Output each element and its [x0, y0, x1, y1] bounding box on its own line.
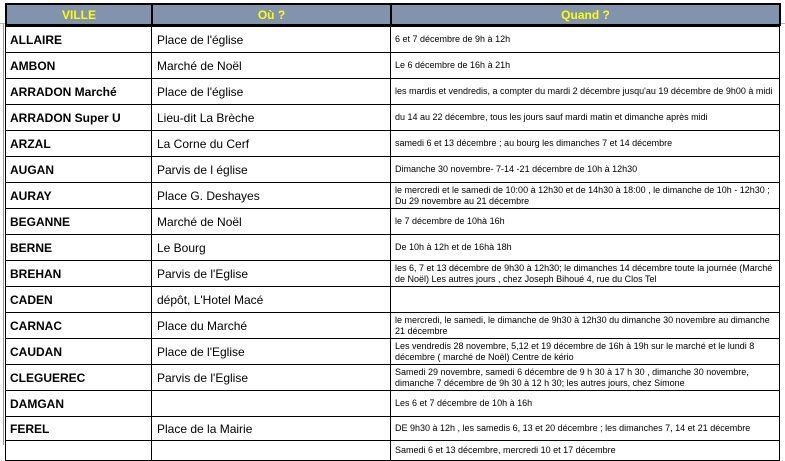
ou-cell: Place de l'église — [152, 27, 391, 53]
table-row — [6, 27, 780, 53]
quand-cell: De 10h à 12h et de 16hà 18h — [391, 235, 780, 261]
ou-cell: La Corne du Cerf — [152, 131, 391, 157]
ou-cell: Parvis de l église — [152, 157, 391, 183]
ville-cell: DAMGAN — [6, 391, 152, 417]
quand-cell: les mardis et vendredis, a compter du mardi 2 décembre jusqu'au 19 décembre de 9h00 à midi — [391, 79, 780, 105]
quand-cell: samedi 6 et 13 décembre ; au bourg les dimanches 7 et 14 décembre — [391, 131, 780, 157]
ville-cell: ARRADON Marché — [6, 79, 152, 105]
quand-cell: Samedi 6 et 13 décembre, mercredi 10 et 17 décembre — [391, 441, 780, 461]
table-row-partial — [6, 441, 780, 461]
ville-cell: AUGAN — [6, 157, 152, 183]
ou-cell: Place G. Deshayes — [152, 183, 391, 209]
quand-cell: le mercredi et le samedi de 10:00 à 12h30 et de 14h30 à 18:00 , le dimanche de 10h - 12h30 ; Du 29 novembre au 21 décembre — [391, 183, 780, 209]
ville-cell: CAUDAN — [6, 339, 152, 365]
quand-cell: Samedi 29 novembre, samedi 6 décembre de 9 h 30 à 17 h 30 , dimanche 30 novembre, dimanche 7 décembre de 9h 30 à 12 h 30; les autres jours, chez Simone — [391, 365, 780, 391]
ville-cell: AURAY — [6, 183, 152, 209]
ou-cell: Marché de Noël — [152, 53, 391, 79]
header-ou: Où ? — [152, 4, 391, 25]
table-row — [6, 235, 780, 261]
quand-cell: les 6, 7 et 13 décembre de 9h30 à 12h30; le dimanches 14 décembre toute la journée (Marché de Noël) Les autres jours , chez Joseph Bihoué 4, rue du Clos Tel — [391, 261, 780, 287]
ou-cell: Lieu-dit La Brèche — [152, 105, 391, 131]
ou-cell: Place du Marché — [152, 313, 391, 339]
ville-cell: BREHAN — [6, 261, 152, 287]
ou-cell: Place de la Mairie — [152, 417, 391, 441]
ville-cell: BEGANNE — [6, 209, 152, 235]
table-row — [6, 79, 780, 105]
table-row — [6, 53, 780, 79]
quand-cell: DE 9h30 à 12h , les samedis 6, 13 et 20 décembre ; les dimanches 7, 14 et 21 décembre — [391, 417, 780, 441]
quand-cell: le mercredi, le samedi, le dimanche de 9h30 à 12h30 du dimanche 30 novembre au dimanche 21 décembre — [391, 313, 780, 339]
ou-cell: dépôt, L'Hotel Macé — [152, 287, 391, 313]
table-row — [6, 313, 780, 339]
ville-cell: ALLAIRE — [6, 27, 152, 53]
quand-cell: le 7 décembre de 10hà 16h — [391, 209, 780, 235]
quand-cell: du 14 au 22 décembre, tous les jours sauf mardi matin et dimanche après midi — [391, 105, 780, 131]
table-row — [6, 287, 780, 313]
header-quand: Quand ? — [391, 4, 780, 25]
ville-cell: ARRADON Super U — [6, 105, 152, 131]
ville-cell: AMBON — [6, 53, 152, 79]
header-row — [6, 4, 780, 25]
ou-cell: Le Bourg — [152, 235, 391, 261]
header-ville: VILLE — [6, 4, 152, 25]
ou-cell: Place de l'Eglise — [152, 339, 391, 365]
ville-cell: ARZAL — [6, 131, 152, 157]
table-row — [6, 261, 780, 287]
table-row — [6, 157, 780, 183]
table-row — [6, 339, 780, 365]
quand-cell — [391, 287, 780, 313]
ou-cell: Parvis de l'Eglise — [152, 365, 391, 391]
table-row — [6, 417, 780, 441]
quand-cell: Les 6 et 7 décembre de 10h à 16h — [391, 391, 780, 417]
quand-cell: Le 6 décembre de 16h à 21h — [391, 53, 780, 79]
ville-cell: CARNAC — [6, 313, 152, 339]
table-row — [6, 391, 780, 417]
ou-cell: Marché de Noël — [152, 209, 391, 235]
markets-table-header — [5, 3, 781, 26]
quand-cell: Les vendredis 28 novembre, 5,12 et 19 décembre de 16h à 19h sur le marché et le lundi 8 décembre ( marché de Noël) Centre de kério — [391, 339, 780, 365]
table-row — [6, 365, 780, 391]
table-row — [6, 105, 780, 131]
gridline-vertical — [3, 24, 4, 445]
quand-cell: Dimanche 30 novembre- 7-14 -21 décembre de 10h à 12h30 — [391, 157, 780, 183]
table-row — [6, 209, 780, 235]
ville-cell: FEREL — [6, 417, 152, 441]
ville-cell: BERNE — [6, 235, 152, 261]
ou-cell — [152, 441, 391, 461]
ville-cell: CADEN — [6, 287, 152, 313]
ou-cell: Place de l'église — [152, 79, 391, 105]
table-row — [6, 183, 780, 209]
ou-cell — [152, 391, 391, 417]
ou-cell: Parvis de l'Eglise — [152, 261, 391, 287]
table-row — [6, 131, 780, 157]
ville-cell — [6, 441, 152, 461]
ville-cell: CLEGUEREC — [6, 365, 152, 391]
quand-cell: 6 et 7 décembre de 9h à 12h — [391, 27, 780, 53]
markets-table-body — [5, 26, 780, 461]
